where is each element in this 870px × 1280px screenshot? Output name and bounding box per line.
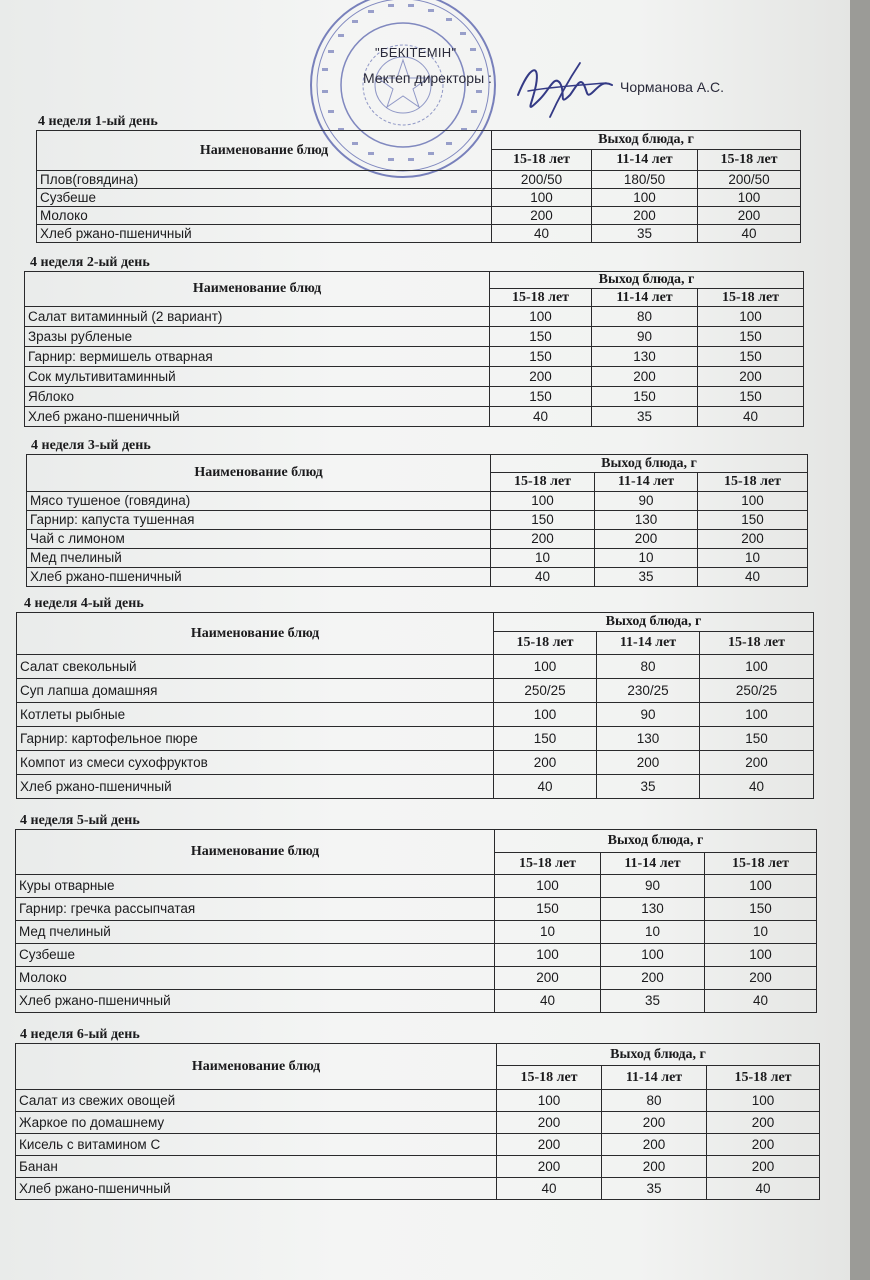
dish-name-cell: Мясо тушеное (говядина)	[27, 492, 491, 511]
portion-cell: 250/25	[494, 679, 597, 703]
column-header-yield: Выход блюда, г	[495, 830, 817, 853]
portion-cell: 180/50	[592, 171, 698, 189]
dish-name-cell: Кисель с витамином С	[16, 1134, 497, 1156]
portion-cell: 150	[698, 327, 804, 347]
column-header-age: 11-14 лет	[592, 150, 698, 171]
table-row	[16, 1134, 820, 1156]
column-header-age: 11-14 лет	[592, 289, 698, 307]
portion-cell: 200/50	[698, 171, 801, 189]
dish-name-cell: Яблоко	[25, 387, 490, 407]
table-row	[25, 367, 804, 387]
column-header-name: Наименование блюд	[16, 830, 495, 875]
dish-name-cell: Сузбеше	[16, 944, 495, 967]
portion-cell: 200	[602, 1156, 707, 1178]
column-header-yield: Выход блюда, г	[492, 131, 801, 150]
dish-name-cell: Зразы рубленые	[25, 327, 490, 347]
table-row	[25, 347, 804, 367]
table-row	[16, 1178, 820, 1200]
dish-name-cell: Плов(говядина)	[37, 171, 492, 189]
portion-cell: 200	[700, 751, 814, 775]
portion-cell: 200	[497, 1134, 602, 1156]
dish-name-cell: Салат витаминный (2 вариант)	[25, 307, 490, 327]
portion-cell: 200	[602, 1112, 707, 1134]
table-row	[16, 1112, 820, 1134]
portion-cell: 35	[597, 775, 700, 799]
portion-cell: 40	[494, 775, 597, 799]
dish-name-cell: Хлеб ржано-пшеничный	[17, 775, 494, 799]
portion-cell: 35	[601, 990, 705, 1013]
table-row	[27, 530, 808, 549]
table-row	[27, 568, 808, 587]
dish-name-cell: Сок мультивитаминный	[25, 367, 490, 387]
column-header-name: Наименование блюд	[37, 131, 492, 171]
portion-cell: 200	[494, 751, 597, 775]
portion-cell: 40	[698, 407, 804, 427]
dish-name-cell: Гарнир: вермишель отварная	[25, 347, 490, 367]
portion-cell: 100	[490, 307, 592, 327]
portion-cell: 200	[492, 207, 592, 225]
column-header-age: 15-18 лет	[698, 473, 808, 492]
table-row	[27, 549, 808, 568]
portion-cell: 100	[492, 189, 592, 207]
portion-cell: 130	[601, 898, 705, 921]
table-row	[17, 679, 814, 703]
portion-cell: 200	[698, 207, 801, 225]
portion-cell: 100	[698, 189, 801, 207]
portion-cell: 230/25	[597, 679, 700, 703]
portion-cell: 200	[592, 207, 698, 225]
portion-cell: 100	[494, 655, 597, 679]
table-row	[25, 387, 804, 407]
dish-name-cell: Котлеты рыбные	[17, 703, 494, 727]
column-header-yield: Выход блюда, г	[497, 1044, 820, 1066]
menu-table	[26, 454, 808, 587]
portion-cell: 200	[497, 1112, 602, 1134]
table-row	[17, 751, 814, 775]
portion-cell: 100	[592, 189, 698, 207]
portion-cell: 150	[494, 727, 597, 751]
portion-cell: 100	[700, 655, 814, 679]
dish-name-cell: Гарнир: картофельное пюре	[17, 727, 494, 751]
dish-name-cell: Гарнир: капуста тушенная	[27, 511, 491, 530]
portion-cell: 150	[705, 898, 817, 921]
day-title: 4 неделя 5-ый день	[20, 813, 140, 828]
portion-cell: 80	[602, 1090, 707, 1112]
dish-name-cell: Молоко	[16, 967, 495, 990]
day-title: 4 неделя 3-ый день	[31, 438, 151, 453]
column-header-yield: Выход блюда, г	[491, 455, 808, 473]
portion-cell: 150	[698, 511, 808, 530]
director-signature	[510, 55, 620, 125]
portion-cell: 10	[595, 549, 698, 568]
day-title: 4 неделя 4-ый день	[24, 596, 144, 611]
portion-cell: 130	[595, 511, 698, 530]
portion-cell: 200	[601, 967, 705, 990]
menu-table	[36, 130, 801, 243]
table-row	[16, 1156, 820, 1178]
portion-cell: 150	[592, 387, 698, 407]
portion-cell: 100	[497, 1090, 602, 1112]
table-row	[37, 207, 801, 225]
portion-cell: 150	[698, 347, 804, 367]
table-row	[25, 307, 804, 327]
portion-cell: 150	[700, 727, 814, 751]
column-header-age: 15-18 лет	[698, 289, 804, 307]
table-row	[16, 990, 817, 1013]
portion-cell: 200	[592, 367, 698, 387]
column-header-name: Наименование блюд	[17, 613, 494, 655]
portion-cell: 150	[495, 898, 601, 921]
portion-cell: 150	[698, 387, 804, 407]
portion-cell: 40	[700, 775, 814, 799]
column-header-yield: Выход блюда, г	[494, 613, 814, 632]
column-header-age: 15-18 лет	[492, 150, 592, 171]
dish-name-cell: Сузбеше	[37, 189, 492, 207]
portion-cell: 200	[490, 367, 592, 387]
column-header-name: Наименование блюд	[25, 272, 490, 307]
table-row	[17, 727, 814, 751]
menu-table	[24, 271, 804, 427]
portion-cell: 40	[705, 990, 817, 1013]
portion-cell: 100	[495, 875, 601, 898]
table-row	[25, 327, 804, 347]
portion-cell: 40	[698, 225, 801, 243]
approve-label: "БЕКІТЕМІН"	[375, 45, 457, 60]
column-header-name: Наименование блюд	[27, 455, 491, 492]
portion-cell: 200	[495, 967, 601, 990]
portion-cell: 150	[490, 347, 592, 367]
portion-cell: 150	[490, 387, 592, 407]
portion-cell: 40	[490, 407, 592, 427]
table-row	[16, 967, 817, 990]
day-title: 4 неделя 2-ый день	[30, 255, 150, 270]
portion-cell: 100	[698, 307, 804, 327]
dish-name-cell: Хлеб ржано-пшеничный	[16, 1178, 497, 1200]
column-header-age: 15-18 лет	[491, 473, 595, 492]
portion-cell: 200	[707, 1112, 820, 1134]
table-row	[27, 511, 808, 530]
portion-cell: 250/25	[700, 679, 814, 703]
table-row	[16, 921, 817, 944]
portion-cell: 150	[490, 327, 592, 347]
column-header-name: Наименование блюд	[16, 1044, 497, 1090]
portion-cell: 200	[597, 751, 700, 775]
portion-cell: 100	[700, 703, 814, 727]
table-row	[16, 875, 817, 898]
portion-cell: 200	[705, 967, 817, 990]
column-header-age: 11-14 лет	[601, 853, 705, 875]
dish-name-cell: Куры отварные	[16, 875, 495, 898]
dish-name-cell: Салат из свежих овощей	[16, 1090, 497, 1112]
column-header-age: 15-18 лет	[705, 853, 817, 875]
column-header-age: 15-18 лет	[700, 632, 814, 655]
dish-name-cell: Банан	[16, 1156, 497, 1178]
column-header-yield: Выход блюда, г	[490, 272, 804, 289]
table-row	[17, 655, 814, 679]
portion-cell: 90	[601, 875, 705, 898]
table-row	[37, 225, 801, 243]
day-title: 4 неделя 6-ый день	[20, 1027, 140, 1042]
portion-cell: 200	[698, 367, 804, 387]
table-row	[17, 703, 814, 727]
portion-cell: 35	[592, 225, 698, 243]
portion-cell: 200/50	[492, 171, 592, 189]
portion-cell: 100	[601, 944, 705, 967]
table-row	[16, 1090, 820, 1112]
portion-cell: 150	[491, 511, 595, 530]
portion-cell: 40	[698, 568, 808, 587]
menu-table	[15, 829, 817, 1013]
column-header-age: 15-18 лет	[495, 853, 601, 875]
table-row	[25, 407, 804, 427]
day-title: 4 неделя 1-ый день	[38, 114, 158, 129]
portion-cell: 35	[595, 568, 698, 587]
portion-cell: 100	[698, 492, 808, 511]
portion-cell: 100	[491, 492, 595, 511]
dish-name-cell: Мед пчелиный	[27, 549, 491, 568]
portion-cell: 100	[707, 1090, 820, 1112]
table-row	[27, 492, 808, 511]
director-name: Чорманова А.С.	[620, 79, 725, 95]
portion-cell: 100	[495, 944, 601, 967]
dish-name-cell: Чай с лимоном	[27, 530, 491, 549]
column-header-age: 11-14 лет	[595, 473, 698, 492]
table-row	[37, 171, 801, 189]
portion-cell: 200	[698, 530, 808, 549]
dish-name-cell: Салат свекольный	[17, 655, 494, 679]
portion-cell: 10	[698, 549, 808, 568]
portion-cell: 35	[602, 1178, 707, 1200]
dish-name-cell: Суп лапша домашняя	[17, 679, 494, 703]
dish-name-cell: Хлеб ржано-пшеничный	[25, 407, 490, 427]
portion-cell: 100	[705, 875, 817, 898]
dish-name-cell: Гарнир: гречка рассыпчатая	[16, 898, 495, 921]
portion-cell: 40	[492, 225, 592, 243]
portion-cell: 200	[707, 1134, 820, 1156]
dish-name-cell: Мед пчелиный	[16, 921, 495, 944]
portion-cell: 35	[592, 407, 698, 427]
dish-name-cell: Жаркое по домашнему	[16, 1112, 497, 1134]
column-header-age: 15-18 лет	[490, 289, 592, 307]
portion-cell: 100	[494, 703, 597, 727]
portion-cell: 200	[602, 1134, 707, 1156]
page-edge	[850, 0, 870, 1280]
column-header-age: 15-18 лет	[494, 632, 597, 655]
portion-cell: 90	[597, 703, 700, 727]
dish-name-cell: Молоко	[37, 207, 492, 225]
portion-cell: 200	[595, 530, 698, 549]
portion-cell: 40	[497, 1178, 602, 1200]
dish-name-cell: Компот из смеси сухофруктов	[17, 751, 494, 775]
portion-cell: 80	[597, 655, 700, 679]
column-header-age: 11-14 лет	[597, 632, 700, 655]
portion-cell: 10	[495, 921, 601, 944]
dish-name-cell: Хлеб ржано-пшеничный	[16, 990, 495, 1013]
portion-cell: 130	[597, 727, 700, 751]
dish-name-cell: Хлеб ржано-пшеничный	[27, 568, 491, 587]
table-row	[16, 944, 817, 967]
director-label: Мектеп директоры :	[363, 70, 492, 86]
column-header-age: 15-18 лет	[497, 1066, 602, 1090]
menu-table	[15, 1043, 820, 1200]
portion-cell: 100	[705, 944, 817, 967]
menu-table	[16, 612, 814, 799]
portion-cell: 40	[707, 1178, 820, 1200]
table-row	[37, 189, 801, 207]
portion-cell: 200	[707, 1156, 820, 1178]
portion-cell: 130	[592, 347, 698, 367]
portion-cell: 200	[491, 530, 595, 549]
portion-cell: 40	[495, 990, 601, 1013]
column-header-age: 15-18 лет	[707, 1066, 820, 1090]
portion-cell: 40	[491, 568, 595, 587]
portion-cell: 80	[592, 307, 698, 327]
portion-cell: 10	[491, 549, 595, 568]
dish-name-cell: Хлеб ржано-пшеничный	[37, 225, 492, 243]
portion-cell: 10	[705, 921, 817, 944]
portion-cell: 10	[601, 921, 705, 944]
table-row	[16, 898, 817, 921]
portion-cell: 90	[592, 327, 698, 347]
portion-cell: 200	[497, 1156, 602, 1178]
column-header-age: 15-18 лет	[698, 150, 801, 171]
portion-cell: 90	[595, 492, 698, 511]
column-header-age: 11-14 лет	[602, 1066, 707, 1090]
table-row	[17, 775, 814, 799]
